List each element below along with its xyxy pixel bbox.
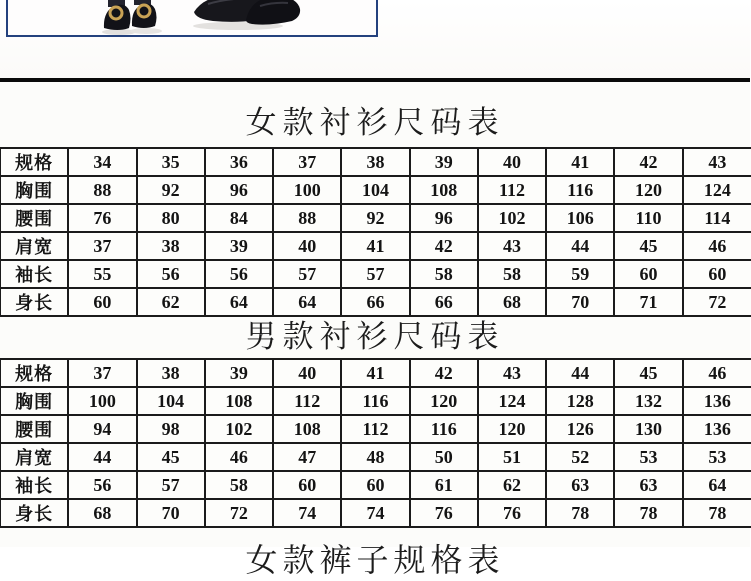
table-row: [0, 148, 751, 176]
size-cell: 62: [137, 288, 205, 316]
pants-section-title: 女款裤子规格表: [245, 542, 505, 578]
size-cell: 42: [410, 232, 478, 260]
size-cell: 60: [341, 471, 409, 499]
size-cell: 37: [68, 232, 136, 260]
section-title: 男款衬衫尺码表: [245, 319, 505, 354]
size-cell: 68: [478, 288, 546, 316]
mens-shoes-icon: [193, 0, 300, 30]
size-cell: 120: [478, 415, 546, 443]
table-row: [0, 232, 751, 260]
size-cell: 56: [205, 260, 273, 288]
product-photo-strip: [0, 0, 750, 78]
size-cell: 74: [273, 499, 341, 527]
size-cell: 108: [205, 387, 273, 415]
size-cell: 112: [273, 387, 341, 415]
size-cell: 39: [410, 148, 478, 176]
size-cell: 58: [205, 471, 273, 499]
size-cell: 46: [683, 232, 751, 260]
size-cell: 45: [614, 359, 682, 387]
size-cell: 60: [273, 471, 341, 499]
size-cell: 35: [137, 148, 205, 176]
row-label: 肩宽: [0, 443, 68, 471]
size-table: [0, 147, 751, 317]
size-cell: 116: [546, 176, 614, 204]
size-table: [0, 358, 751, 528]
size-cell: 94: [68, 415, 136, 443]
size-cell: 136: [683, 387, 751, 415]
size-cell: 46: [683, 359, 751, 387]
size-cell: 64: [683, 471, 751, 499]
size-cell: 42: [614, 148, 682, 176]
size-cell: 40: [273, 359, 341, 387]
size-cell: 43: [478, 359, 546, 387]
size-cell: 108: [273, 415, 341, 443]
size-cell: 43: [683, 148, 751, 176]
size-cell: 66: [410, 288, 478, 316]
size-cell: 63: [546, 471, 614, 499]
size-cell: 59: [546, 260, 614, 288]
size-cell: 126: [546, 415, 614, 443]
size-cell: 40: [273, 232, 341, 260]
size-cell: 78: [546, 499, 614, 527]
size-cell: 72: [205, 499, 273, 527]
size-cell: 70: [137, 499, 205, 527]
size-cell: 88: [273, 204, 341, 232]
size-cell: 130: [614, 415, 682, 443]
size-cell: 80: [137, 204, 205, 232]
size-cell: 38: [137, 359, 205, 387]
size-cell: 50: [410, 443, 478, 471]
table-row: [0, 176, 751, 204]
table-row: [0, 204, 751, 232]
size-cell: 128: [546, 387, 614, 415]
size-cell: 104: [137, 387, 205, 415]
row-label: 腰围: [0, 415, 68, 443]
size-cell: 57: [341, 260, 409, 288]
section-title: 女款衬衫尺码表: [245, 105, 505, 140]
row-label: 腰围: [0, 204, 68, 232]
row-label: 规格: [0, 359, 68, 387]
size-cell: 120: [410, 387, 478, 415]
table-row: [0, 471, 751, 499]
size-cell: 57: [273, 260, 341, 288]
size-cell: 102: [478, 204, 546, 232]
row-label: 规格: [0, 148, 68, 176]
size-cell: 64: [205, 288, 273, 316]
size-cell: 42: [410, 359, 478, 387]
size-cell: 70: [546, 288, 614, 316]
size-cell: 34: [68, 148, 136, 176]
size-cell: 72: [683, 288, 751, 316]
row-label: 肩宽: [0, 232, 68, 260]
table-row: [0, 415, 751, 443]
size-cell: 100: [68, 387, 136, 415]
size-cell: 76: [410, 499, 478, 527]
size-cell: 39: [205, 359, 273, 387]
size-cell: 124: [683, 176, 751, 204]
table-row: [0, 260, 751, 288]
size-cell: 51: [478, 443, 546, 471]
size-cell: 84: [205, 204, 273, 232]
table-row: [0, 359, 751, 387]
size-cell: 44: [546, 359, 614, 387]
size-cell: 100: [273, 176, 341, 204]
row-label: 袖长: [0, 471, 68, 499]
size-cell: 52: [546, 443, 614, 471]
size-cell: 46: [205, 443, 273, 471]
size-cell: 116: [341, 387, 409, 415]
size-cell: 66: [341, 288, 409, 316]
size-cell: 132: [614, 387, 682, 415]
size-cell: 38: [137, 232, 205, 260]
table-row: [0, 288, 751, 316]
table-row: [0, 499, 751, 527]
size-cell: 62: [478, 471, 546, 499]
size-cell: 63: [614, 471, 682, 499]
size-cell: 44: [68, 443, 136, 471]
size-cell: 78: [614, 499, 682, 527]
size-cell: 37: [273, 148, 341, 176]
size-cell: 56: [68, 471, 136, 499]
row-label: 袖长: [0, 260, 68, 288]
size-cell: 104: [341, 176, 409, 204]
size-cell: 39: [205, 232, 273, 260]
size-cell: 60: [614, 260, 682, 288]
size-cell: 57: [137, 471, 205, 499]
size-cell: 36: [205, 148, 273, 176]
size-cell: 96: [205, 176, 273, 204]
table-row: [0, 443, 751, 471]
size-cell: 60: [68, 288, 136, 316]
row-label: 身长: [0, 499, 68, 527]
size-cell: 114: [683, 204, 751, 232]
size-cell: 41: [341, 359, 409, 387]
size-cell: 120: [614, 176, 682, 204]
size-cell: 76: [478, 499, 546, 527]
row-label: 胸围: [0, 176, 68, 204]
size-cell: 74: [341, 499, 409, 527]
size-cell: 92: [341, 204, 409, 232]
size-cell: 96: [410, 204, 478, 232]
shoes-photo-illustration: [8, 0, 376, 35]
size-cell: 136: [683, 415, 751, 443]
size-cell: 76: [68, 204, 136, 232]
size-cell: 47: [273, 443, 341, 471]
size-cell: 92: [137, 176, 205, 204]
row-label: 胸围: [0, 387, 68, 415]
size-cell: 38: [341, 148, 409, 176]
size-cell: 45: [614, 232, 682, 260]
size-cell: 71: [614, 288, 682, 316]
size-cell: 58: [410, 260, 478, 288]
size-cell: 124: [478, 387, 546, 415]
size-cell: 43: [478, 232, 546, 260]
size-cell: 61: [410, 471, 478, 499]
size-cell: 60: [683, 260, 751, 288]
size-cell: 44: [546, 232, 614, 260]
size-cell: 53: [683, 443, 751, 471]
size-cell: 56: [137, 260, 205, 288]
size-cell: 108: [410, 176, 478, 204]
shoes-photo: [6, 0, 378, 37]
size-cell: 53: [614, 443, 682, 471]
row-label: 身长: [0, 288, 68, 316]
size-cell: 102: [205, 415, 273, 443]
size-cell: 78: [683, 499, 751, 527]
size-cell: 116: [410, 415, 478, 443]
size-chart-sections: [0, 82, 750, 578]
size-cell: 98: [137, 415, 205, 443]
size-cell: 64: [273, 288, 341, 316]
size-cell: 110: [614, 204, 682, 232]
size-cell: 48: [341, 443, 409, 471]
size-cell: 112: [478, 176, 546, 204]
size-cell: 88: [68, 176, 136, 204]
womens-shoes-icon: [102, 0, 162, 35]
size-cell: 41: [341, 232, 409, 260]
size-cell: 112: [341, 415, 409, 443]
size-cell: 37: [68, 359, 136, 387]
size-cell: 40: [478, 148, 546, 176]
size-cell: 55: [68, 260, 136, 288]
size-cell: 68: [68, 499, 136, 527]
size-cell: 106: [546, 204, 614, 232]
table-row: [0, 387, 751, 415]
size-cell: 45: [137, 443, 205, 471]
size-cell: 41: [546, 148, 614, 176]
size-cell: 58: [478, 260, 546, 288]
